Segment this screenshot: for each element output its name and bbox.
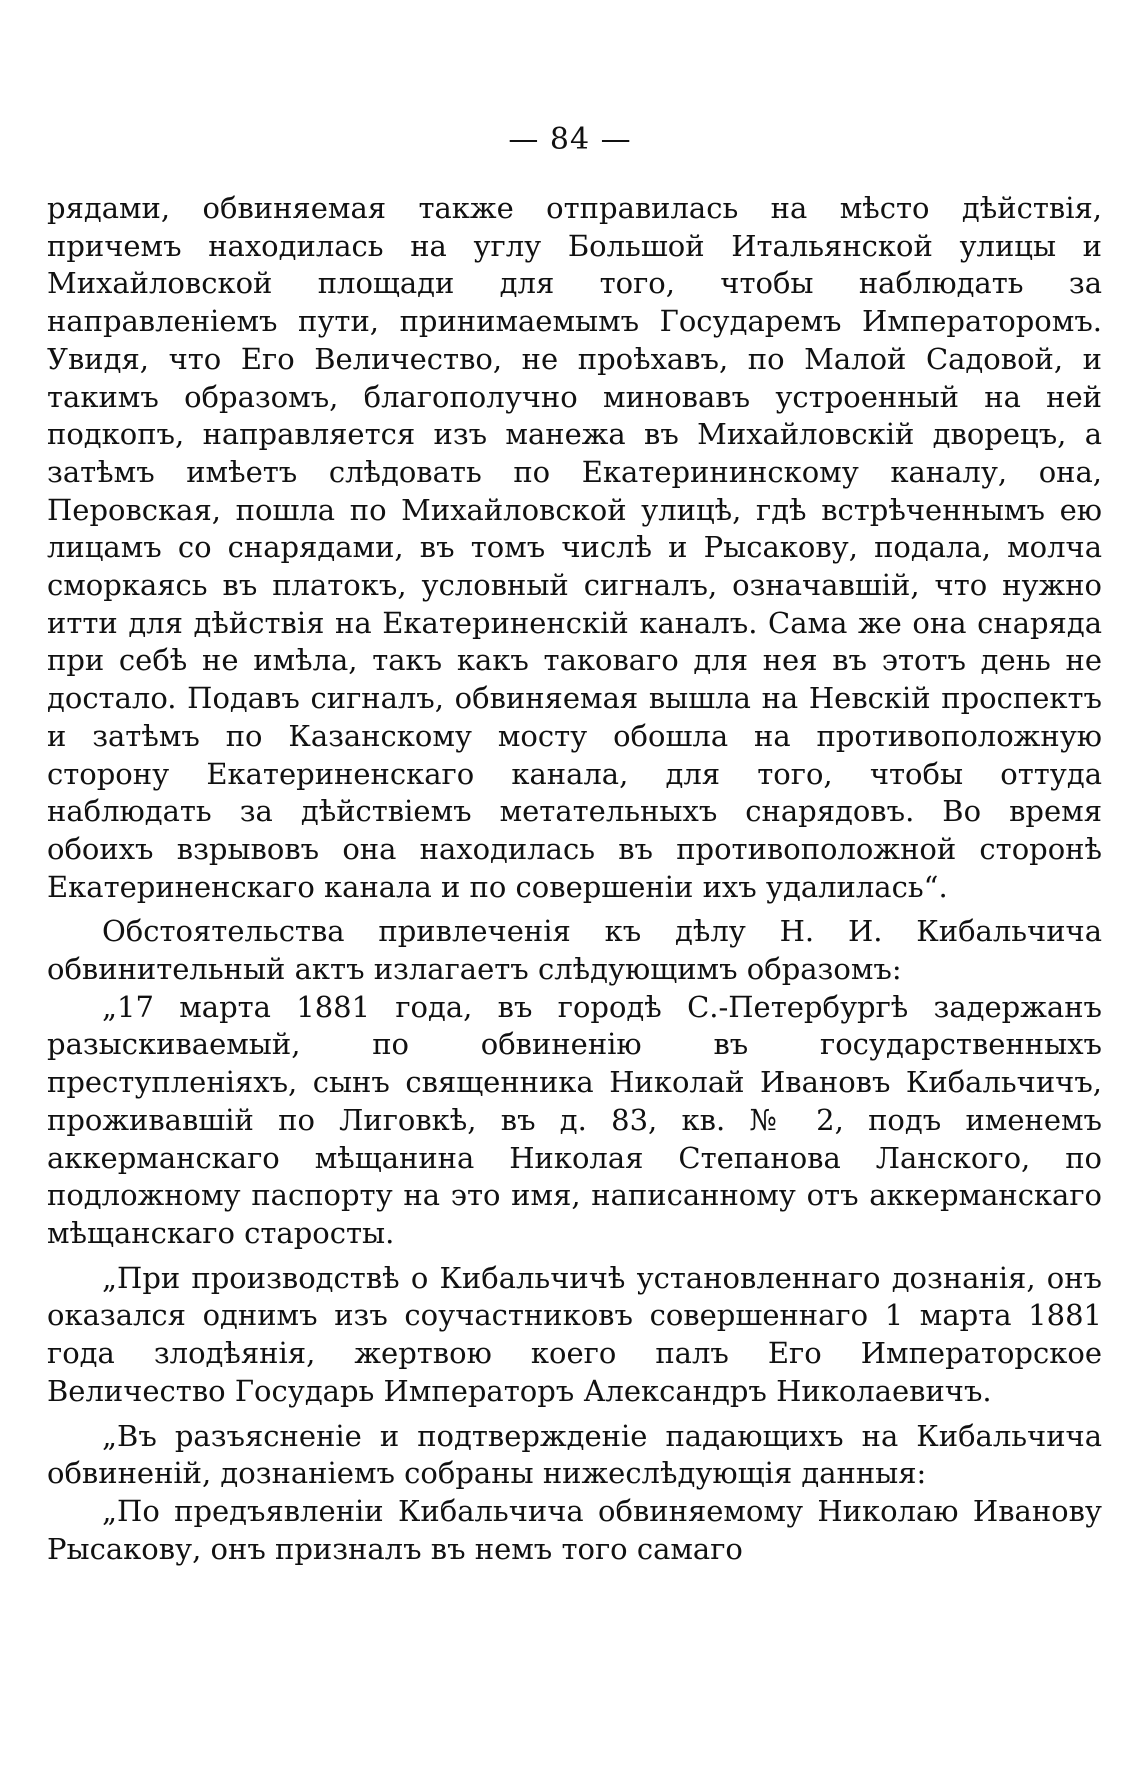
paragraph: „17 марта 1881 года, въ городѣ С.-Петербургѣ задержанъ разыскиваемый, по обвиненію въ государственныхъ преступленіяхъ, сынъ священника Николай Ивановъ Кибальчичъ, проживавшій по Лиговкѣ, въ д. 83, кв. № 2, подъ именемъ аккерманскаго мѣщанина Николая Степанова Ланского, по подложному паспорту на это имя, написанному отъ аккерманскаго мѣщанскаго старосты. [47, 989, 1102, 1250]
paragraph: рядами, обвиняемая также отправилась на мѣсто дѣйствія, причемъ находилась на углу Большой Итальянской улицы и Михайловской площади для того, чтобы наблюдать за направленіемъ пути, принимаемымъ Государемъ Императоромъ. Увидя, что Его Величество, не проѣхавъ, по Малой Садовой, и такимъ образомъ, благополучно миновавъ устроенный на ней подкопъ, направляется изъ манежа въ Михайловскій дворецъ, а затѣмъ имѣетъ слѣдовать по Екатерининскому каналу, она, Перовская, пошла по Михайловской улицѣ, гдѣ встрѣченнымъ ею лицамъ со снарядами, въ томъ числѣ и Рысакову, подала, молча сморкаясь въ платокъ, условный сигналъ, означавшій, что нужно итти для дѣйствія на Екатериненскій каналъ. Сама же она снаряда при себѣ не имѣла, такъ какъ таковаго для нея въ этотъ день не досталo. Подавъ сигналъ, обвиняемая вышла на Невскій проспектъ и затѣмъ по Казанскому мосту обошла на противоположную сторону Екатериненскаго канала, для того, чтобы оттуда наблюдать за дѣйствіемъ метательныхъ снарядовъ. Во время обоихъ взрывовъ она находилась въ противоположной сторонѣ Екатериненскаго канала и по совершеніи ихъ удалилась“. [47, 191, 1102, 904]
paragraph: Обстоятельства привлеченія къ дѣлу Н. И. Кибальчича обвинительный актъ излагаетъ слѣдующимъ образомъ: [47, 914, 1102, 987]
paragraph: „Въ разъясненіе и подтвержденіе падающихъ на Кибальчича обвиненій, дознаніемъ собраны нижеслѣдующія данныя: [47, 1418, 1102, 1491]
page-number: — 84 — [508, 122, 632, 157]
paragraph: „При производствѣ о Кибальчичѣ установленнаго дознанія, онъ оказался однимъ изъ соучастниковъ совершеннаго 1 марта 1881 года злодѣянія, жертвою коего палъ Его Императорское Величество Государь Императоръ Александръ Николаевичъ. [47, 1260, 1102, 1408]
paragraph: „По предъявленіи Кибальчича обвиняемому Николаю Иванову Рысакову, онъ призналъ въ немъ того самаго [47, 1493, 1102, 1566]
body-text [47, 190, 1102, 1568]
